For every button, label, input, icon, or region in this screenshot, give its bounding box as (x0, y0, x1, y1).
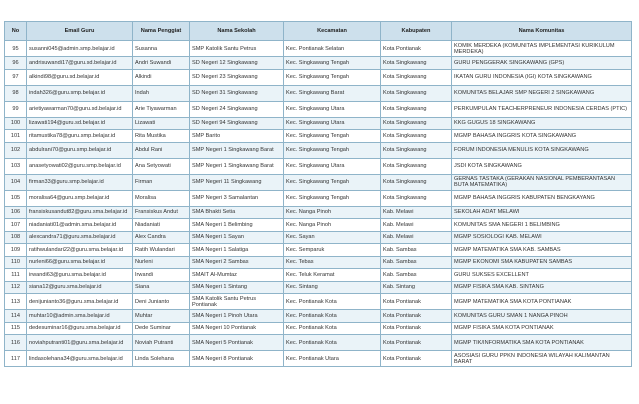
cell-no: 109 (5, 244, 27, 257)
cell-email: firman33@guru.smp.belajar.id (27, 174, 133, 190)
cell-school: SMA Negeri 5 Pontianak (190, 335, 284, 351)
cell-regency: Kota Singkawang (381, 190, 452, 206)
cell-regency: Kota Singkawang (381, 158, 452, 174)
cell-email: niadaniati01@admin.sma.belajar.id (27, 219, 133, 232)
cell-no: 105 (5, 190, 27, 206)
cell-no: 117 (5, 351, 27, 367)
header-school: Nama Sekolah (190, 22, 284, 41)
table-row (5, 142, 632, 158)
cell-school: SMA Bhakti Setia (190, 206, 284, 219)
cell-regency: Kota Pontianak (381, 322, 452, 335)
cell-school: SMP Negeri 3 Samalantan (190, 190, 284, 206)
cell-no: 100 (5, 117, 27, 130)
cell-school: SMAIT Al-Mumtaz (190, 269, 284, 282)
table-row (5, 117, 632, 130)
cell-district: Kec. Singkawang Utara (284, 101, 381, 117)
cell-community: IKATAN GURU INDONESIA (IGI) KOTA SINGKAWANG (452, 69, 632, 85)
cell-name: Fransiskus Andut (133, 206, 190, 219)
header-row (5, 22, 632, 41)
cell-name: Ana Setyowati (133, 158, 190, 174)
cell-community: MGMP SOSIOLOGI KAB. MELAWI (452, 231, 632, 244)
cell-district: Kec. Singkawang Barat (284, 85, 381, 101)
cell-district: Kec. Singkawang Tengah (284, 130, 381, 143)
cell-name: Rita Mustika (133, 130, 190, 143)
cell-no: 102 (5, 142, 27, 158)
cell-regency: Kab. Sintang (381, 281, 452, 294)
cell-email: indah326@guru.smp.belajar.id (27, 85, 133, 101)
cell-no: 104 (5, 174, 27, 190)
cell-school: SD Negeri 24 Singkawang (190, 101, 284, 117)
cell-community: GURU PENGGERAK SINGKAWANG (GPS) (452, 57, 632, 70)
cell-email: alexcandra71@guru.sma.belajar.id (27, 231, 133, 244)
cell-regency: Kota Pontianak (381, 41, 452, 57)
header-community: Nama Komunitas (452, 22, 632, 41)
cell-no: 96 (5, 57, 27, 70)
cell-district: Kec. Nanga Pinoh (284, 219, 381, 232)
header-regency: Kabupaten (381, 22, 452, 41)
cell-regency: Kota Pontianak (381, 351, 452, 367)
cell-school: SMA Negeri 1 Sintang (190, 281, 284, 294)
cell-email: moralisa64@guru.smp.belajar.id (27, 190, 133, 206)
cell-community: KOMUNITAS SMA NEGERI 1 BELIMBING (452, 219, 632, 232)
cell-district: Kec. Singkawang Tengah (284, 190, 381, 206)
table-row (5, 219, 632, 232)
cell-district: Kec. Pontianak Selatan (284, 41, 381, 57)
table-row (5, 101, 632, 117)
cell-community: MGMP TIK/INFORMATIKA SMA KOTA PONTIANAK (452, 335, 632, 351)
table-row (5, 310, 632, 323)
cell-name: Siana (133, 281, 190, 294)
cell-email: ratihwulandari22@guru.sma.belajar.id (27, 244, 133, 257)
cell-district: Kec. Singkawang Utara (284, 158, 381, 174)
cell-school: SMA Katolik Santu Petrus Pontianak (190, 294, 284, 310)
cell-no: 107 (5, 219, 27, 232)
cell-email: nurleni66@guru.sma.belajar.id (27, 256, 133, 269)
cell-school: SMP Barito (190, 130, 284, 143)
cell-regency: Kota Singkawang (381, 130, 452, 143)
cell-email: lindasolehana34@guru.sma.belajar.id (27, 351, 133, 367)
cell-name: Moralisa (133, 190, 190, 206)
cell-district: Kec. Teluk Keramat (284, 269, 381, 282)
cell-school: SMP Negeri 1 Singkawang Barat (190, 142, 284, 158)
cell-district: Kec. Sintang (284, 281, 381, 294)
cell-community: GURU SUKSES EXCELLENT (452, 269, 632, 282)
cell-community: KKG GUGUS 18 SINGKAWANG (452, 117, 632, 130)
cell-school: SD Negeri 12 Singkawang (190, 57, 284, 70)
cell-regency: Kota Singkawang (381, 85, 452, 101)
cell-no: 113 (5, 294, 27, 310)
cell-regency: Kota Pontianak (381, 294, 452, 310)
cell-email: lizawati194@guru.sd.belajar.id (27, 117, 133, 130)
cell-school: SMP Negeri 1 Singkawang Barat (190, 158, 284, 174)
cell-school: SD Negeri 31 Singkawang (190, 85, 284, 101)
cell-district: Kec. Pontianak Kota (284, 322, 381, 335)
cell-community: ASOSIASI GURU PPKN INDONESIA WILAYAH KALIMANTAN BARAT (452, 351, 632, 367)
cell-community: MGMP MATEMATIKA SMA KOTA PONTIANAK (452, 294, 632, 310)
cell-email: alkindi98@guru.sd.belajar.id (27, 69, 133, 85)
cell-community: KOMIK MERDEKA (KOMUNITAS IMPLEMENTASI KURIKULUM MERDEKA) (452, 41, 632, 57)
cell-email: susanni045@admin.smp.belajar.id (27, 41, 133, 57)
cell-no: 116 (5, 335, 27, 351)
cell-school: SMA Negeri 1 Belimbing (190, 219, 284, 232)
cell-regency: Kota Pontianak (381, 310, 452, 323)
table-row (5, 256, 632, 269)
cell-name: Andri Suwandi (133, 57, 190, 70)
cell-district: Kec. Pontianak Utara (284, 351, 381, 367)
cell-district: Kec. Semparuk (284, 244, 381, 257)
table-row (5, 231, 632, 244)
cell-name: Noviah Putranti (133, 335, 190, 351)
cell-no: 108 (5, 231, 27, 244)
table-row (5, 294, 632, 310)
cell-email: dedesuminar16@guru.sma.belajar.id (27, 322, 133, 335)
cell-email: anasetyowati02@guru.smp.belajar.id (27, 158, 133, 174)
cell-district: Kec. Tebas (284, 256, 381, 269)
header-email: Email Guru (27, 22, 133, 41)
cell-district: Kec. Pontianak Kota (284, 335, 381, 351)
cell-community: SEKOLAH ADAT MELAWI (452, 206, 632, 219)
cell-email: fransiskusandut82@guru.sma.belajar.id (27, 206, 133, 219)
table-row (5, 41, 632, 57)
cell-name: Nurleni (133, 256, 190, 269)
cell-name: Lizawati (133, 117, 190, 130)
table-row (5, 206, 632, 219)
cell-district: Kec. Singkawang Tengah (284, 69, 381, 85)
cell-name: Linda Solehana (133, 351, 190, 367)
header-no: No (5, 22, 27, 41)
cell-school: SMA Negeri 10 Pontianak (190, 322, 284, 335)
cell-email: ritamustika78@guru.smp.belajar.id (27, 130, 133, 143)
cell-email: irwandi63@guru.sma.belajar.id (27, 269, 133, 282)
cell-email: siana12@guru.sma.belajar.id (27, 281, 133, 294)
cell-regency: Kab. Sambas (381, 256, 452, 269)
table-row (5, 158, 632, 174)
cell-school: SMA Negeri 1 Pinoh Utara (190, 310, 284, 323)
cell-school: SMP Negeri 11 Singkawang (190, 174, 284, 190)
cell-regency: Kota Pontianak (381, 335, 452, 351)
cell-regency: Kota Singkawang (381, 142, 452, 158)
cell-no: 97 (5, 69, 27, 85)
cell-community: MGMP EKONOMI SMA KABUPATEN SAMBAS (452, 256, 632, 269)
cell-name: Susanna (133, 41, 190, 57)
cell-name: Irwandi (133, 269, 190, 282)
cell-name: Ratih Wulandari (133, 244, 190, 257)
cell-regency: Kab. Melawi (381, 206, 452, 219)
cell-community: MGMP FISIKA SMA KAB. SINTANG (452, 281, 632, 294)
cell-community: MGMP MATEMATIKA SMA KAB. SAMBAS (452, 244, 632, 257)
cell-school: SMP Katolik Santu Petrus (190, 41, 284, 57)
cell-regency: Kota Singkawang (381, 117, 452, 130)
cell-school: SMA Negeri 2 Sambas (190, 256, 284, 269)
cell-community: JSDI KOTA SINGKAWANG (452, 158, 632, 174)
cell-regency: Kab. Sambas (381, 269, 452, 282)
table-row (5, 281, 632, 294)
cell-community: MGMP BAHASA INGGRIS KABUPATEN BENGKAYANG (452, 190, 632, 206)
cell-email: abdulrani70@guru.smp.belajar.id (27, 142, 133, 158)
cell-community: MGMP FISIKA SMA KOTA PONTIANAK (452, 322, 632, 335)
cell-district: Kec. Nanga Pinoh (284, 206, 381, 219)
cell-community: KOMUNITAS GURU SMAN 1 NANGA PINOH (452, 310, 632, 323)
cell-district: Kec. Sayan (284, 231, 381, 244)
header-district: Kecamatan (284, 22, 381, 41)
cell-name: Dede Suminar (133, 322, 190, 335)
cell-regency: Kab. Melawi (381, 231, 452, 244)
cell-email: arietiyawarman70@guru.sd.belajar.id (27, 101, 133, 117)
cell-no: 103 (5, 158, 27, 174)
cell-no: 98 (5, 85, 27, 101)
cell-regency: Kab. Melawi (381, 219, 452, 232)
table-row (5, 335, 632, 351)
table-row (5, 174, 632, 190)
table-row (5, 244, 632, 257)
cell-no: 111 (5, 269, 27, 282)
cell-email: denijunianto36@guru.sma.belajar.id (27, 294, 133, 310)
cell-regency: Kota Singkawang (381, 57, 452, 70)
cell-school: SMA Negeri 8 Pontianak (190, 351, 284, 367)
cell-no: 112 (5, 281, 27, 294)
table-row (5, 69, 632, 85)
cell-community: GERNAS TASTAKA (GERAKAN NASIONAL PEMBERANTASAN BUTA MATEMATIKA) (452, 174, 632, 190)
cell-district: Kec. Pontianak Kota (284, 294, 381, 310)
cell-regency: Kota Singkawang (381, 69, 452, 85)
cell-email: noviahputranti01@guru.sma.belajar.id (27, 335, 133, 351)
cell-district: Kec. Singkawang Tengah (284, 174, 381, 190)
cell-name: Indah (133, 85, 190, 101)
cell-no: 101 (5, 130, 27, 143)
cell-name: Arie Tiyawarman (133, 101, 190, 117)
cell-name: Alex Candra (133, 231, 190, 244)
cell-regency: Kab. Sambas (381, 244, 452, 257)
table-row (5, 351, 632, 367)
cell-school: SMA Negeri 1 Sayan (190, 231, 284, 244)
cell-no: 106 (5, 206, 27, 219)
cell-community: PERKUMPULAN TEACHERPRENEUR INDONESIA CERDAS (PTIC) (452, 101, 632, 117)
cell-name: Muhtar (133, 310, 190, 323)
cell-district: Kec. Pontianak Kota (284, 310, 381, 323)
table-row (5, 57, 632, 70)
cell-community: FORUM INDONESIA MENULIS KOTA SINGKAWANG (452, 142, 632, 158)
cell-regency: Kota Singkawang (381, 174, 452, 190)
cell-name: Niadaniati (133, 219, 190, 232)
cell-no: 95 (5, 41, 27, 57)
cell-no: 115 (5, 322, 27, 335)
cell-name: Deni Junianto (133, 294, 190, 310)
cell-email: andrisuwandi17@guru.sd.belajar.id (27, 57, 133, 70)
cell-community: MGMP BAHASA INGGRIS KOTA SINGKAWANG (452, 130, 632, 143)
table-row (5, 322, 632, 335)
table-row (5, 130, 632, 143)
cell-school: SMA Negeri 1 Salatiga (190, 244, 284, 257)
cell-no: 114 (5, 310, 27, 323)
cell-school: SD Negeri 94 Singkawang (190, 117, 284, 130)
cell-district: Kec. Singkawang Tengah (284, 57, 381, 70)
cell-community: KOMUNITAS BELAJAR SMP NEGERI 2 SINGKAWANG (452, 85, 632, 101)
cell-name: Firman (133, 174, 190, 190)
cell-name: Alkindi (133, 69, 190, 85)
cell-district: Kec. Singkawang Utara (284, 117, 381, 130)
cell-district: Kec. Singkawang Tengah (284, 142, 381, 158)
table-row (5, 190, 632, 206)
cell-name: Abdul Rani (133, 142, 190, 158)
table-row (5, 269, 632, 282)
cell-no: 110 (5, 256, 27, 269)
cell-email: muhtar10@admin.sma.belajar.id (27, 310, 133, 323)
community-table (4, 21, 632, 367)
cell-regency: Kota Singkawang (381, 101, 452, 117)
table-row (5, 85, 632, 101)
cell-school: SD Negeri 23 Singkawang (190, 69, 284, 85)
cell-no: 99 (5, 101, 27, 117)
header-name: Nama Penggiat (133, 22, 190, 41)
